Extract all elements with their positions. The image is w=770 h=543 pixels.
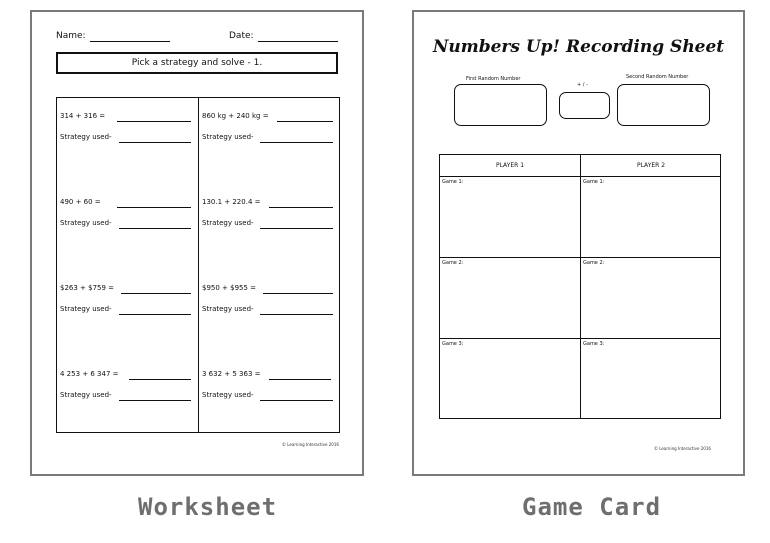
answer-line <box>269 207 333 208</box>
game-card-title: Numbers Up! Recording Sheet <box>432 37 725 57</box>
problem-8: 3 632 + 5 363 = <box>202 370 261 378</box>
game-card-footer: © Learning Interactive 2016 <box>654 446 711 451</box>
game-table <box>439 154 721 419</box>
strategy-line <box>260 142 333 143</box>
strategy-line <box>260 400 333 401</box>
answer-line <box>129 379 191 380</box>
strategy-label: Strategy used- <box>202 391 254 399</box>
strategy-label: Strategy used- <box>60 219 112 227</box>
game-card-caption: Game Card <box>522 493 662 521</box>
strategy-label: Strategy used- <box>60 391 112 399</box>
instruction-text: Pick a strategy and solve - 1. <box>131 58 263 68</box>
answer-line <box>121 293 191 294</box>
answer-line <box>277 121 333 122</box>
game-1-cell-p1: Game 1: <box>442 179 464 185</box>
player-1-header <box>440 155 580 176</box>
operator-label: + / - <box>577 82 588 88</box>
strategy-label: Strategy used- <box>202 133 254 141</box>
strategy-line <box>119 142 191 143</box>
problem-3: 490 + 60 = <box>60 198 101 206</box>
problem-7: 4 253 + 6 347 = <box>60 370 119 378</box>
problem-6: $950 + $955 = <box>202 284 257 292</box>
second-number-box <box>617 84 710 126</box>
instruction-box <box>56 52 338 74</box>
player-2-label: PLAYER 2 <box>636 162 666 169</box>
answer-line <box>269 379 331 380</box>
answer-line <box>117 207 191 208</box>
strategy-line <box>119 314 191 315</box>
problem-1: 314 + 316 = <box>60 112 106 120</box>
strategy-line <box>119 400 191 401</box>
worksheet-page <box>30 10 364 476</box>
problem-grid <box>56 97 340 433</box>
header-rule <box>440 176 720 177</box>
date-label: Date: <box>229 31 254 41</box>
problem-4: 130.1 + 220.4 = <box>202 198 261 206</box>
answer-line <box>263 293 333 294</box>
game-2-cell-p2: Game 2: <box>583 260 605 266</box>
game-3-cell-p2: Game 3: <box>583 341 605 347</box>
row-rule <box>440 257 720 258</box>
worksheet-caption: Worksheet <box>138 493 278 521</box>
strategy-line <box>119 228 191 229</box>
row-rule <box>440 338 720 339</box>
game-1-cell-p2: Game 1: <box>583 179 605 185</box>
second-number-label: Second Random Number <box>626 74 689 80</box>
strategy-line <box>260 314 333 315</box>
name-line <box>90 41 170 42</box>
strategy-label: Strategy used- <box>202 305 254 313</box>
worksheet-footer: © Learning Interactive 2016 <box>282 442 339 447</box>
strategy-label: Strategy used- <box>60 305 112 313</box>
problem-5: $263 + $759 = <box>60 284 115 292</box>
date-line <box>258 41 338 42</box>
first-number-label: First Random Number <box>466 76 521 82</box>
strategy-line <box>260 228 333 229</box>
player-1-label: PLAYER 1 <box>495 162 525 169</box>
game-card-page <box>412 10 745 476</box>
strategy-label: Strategy used- <box>202 219 254 227</box>
player-2-header <box>581 155 721 176</box>
game-3-cell-p1: Game 3: <box>442 341 464 347</box>
answer-line <box>117 121 191 122</box>
table-divider <box>580 155 581 418</box>
grid-divider <box>198 98 199 432</box>
strategy-label: Strategy used- <box>60 133 112 141</box>
problem-2: 860 kg + 240 kg = <box>202 112 269 120</box>
game-2-cell-p1: Game 2: <box>442 260 464 266</box>
operator-box <box>559 92 610 119</box>
name-label: Name: <box>56 31 86 41</box>
first-number-box <box>454 84 547 126</box>
